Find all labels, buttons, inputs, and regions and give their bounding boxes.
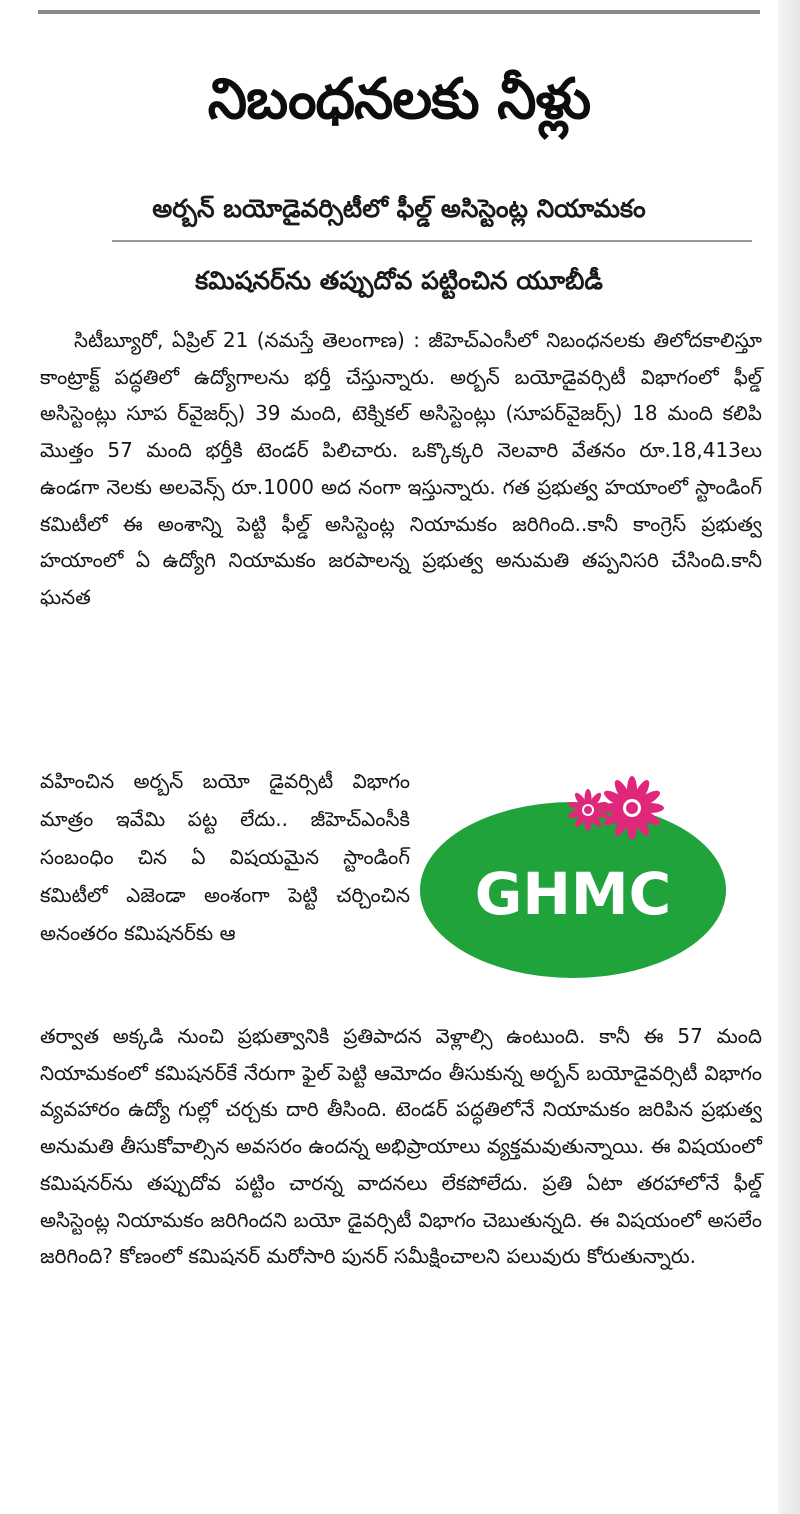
article-headline: నిబంధనలకు నీళ్లు [207, 67, 591, 132]
article-subheadline-2: కమిషనర్‌ను తప్పుదోవ పట్టించిన యూబీడీ [195, 266, 603, 295]
top-divider [38, 10, 760, 14]
logo-text: GHMC [474, 860, 672, 928]
article-subheadline-1: అర్బన్ బయోడైవర్సిటీలో ఫీల్డ్ అసిస్టెంట్ల నియామకం [152, 194, 646, 223]
paragraph-wrap: వహించిన అర్బన్ బయో డైవర్సిటీ విభాగం మాత్రం ఇవేమి పట్ట లేదు.. జీహెచ్ఎంసీకి సంబంధిం చిన ఏ విషయమైన స్టాండింగ్ కమిటీలో ఎజెండా అంశంగా పెట్టి చర్చించిన అనంతరం కమిషనర్‌కు ఆ [40, 769, 410, 945]
article-body-wrap [40, 762, 410, 952]
article-body-top [40, 322, 762, 616]
subheadline-divider [112, 240, 752, 242]
page-edge-shadow [778, 0, 800, 1514]
paragraph-bottom: తర్వాత అక్కడి నుంచి ప్రభుత్వానికి ప్రతిపాదన వెళ్లాల్సి ఉంటుంది. కానీ ఈ 57 మంది నియామకంలో కమిషనర్‌కే నేరుగా ఫైల్ పెట్టి ఆమోదం తీసుకున్న అర్బన్ బయోడైవర్సిటీ విభాగం వ్యవహారం ఉద్యో గుల్లో చర్చకు దారి తీసింది. టెండర్ పద్ధతిలోనే నియామకం జరిపిన ప్రభుత్వ అనుమతి తీసుకోవాల్సిన అవసరం ఉందన్న అభిప్రాయాలు వ్యక్తమవుతున్నాయి. ఈ విషయంలో కమిషనర్‌ను తప్పుదోవ పట్టిం చారన్న వాదనలు లేకపోలేదు. ప్రతి ఏటా తరహాలోనే ఫీల్డ్ అసిస్టెంట్ల నియామకం జరిగిందని బయో డైవర్సిటీ విభాగం చెబుతున్నది. ఈ విషయంలో అసలేం జరిగింది? కోణంలో కమిషనర్ మరోసారి పునర్ సమీక్షించాలని పలువురు కోరుతున్నారు. [40, 1024, 763, 1269]
ghmc-logo [418, 768, 728, 988]
article-body-bottom [40, 1018, 762, 1275]
ghmc-logo-graphic [418, 768, 728, 988]
paragraph-top: సిటీబ్యూరో, ఏప్రిల్ 21 (నమస్తే తెలంగాణ) : జీహెచ్ఎంసీలో నిబంధనలకు తిలోదకాలిస్తూ కాంట్రాక్ట్ పద్ధతిలో ఉద్యోగాలను భర్తీ చేస్తున్నారు. అర్బన్ బయోడైవర్సిటీ విభాగంలో ఫీల్డ్ అసిస్టెంట్లు సూప ర్‌వైజర్స్) 39 మంది, టెక్నికల్ అసిస్టెంట్లు (సూపర్‌వైజర్స్) 18 మంది కలిపి మొత్తం 57 మంది భర్తీకి టెండర్ పిలిచారు. ఒక్కొక్కరి నెలవారి వేతనం రూ.18,413లు ఉండగా నెలకు అలవెన్స్ రూ.1000 అద నంగా ఇస్తున్నారు. గత ప్రభుత్వ హయాంలో స్టాండింగ్ కమిటీలో ఈ అంశాన్ని పెట్టి ఫీల్డ్ అసిస్టెంట్ల నియామకం జరిగింది..కానీ కాంగ్రెస్ ప్రభుత్వ హయాంలో ఏ ఉద్యోగి నియామకం జరపాలన్న ప్రభుత్వ అనుమతి తప్పనిసరి చేసింది.కానీ ఘనత [40, 328, 762, 609]
